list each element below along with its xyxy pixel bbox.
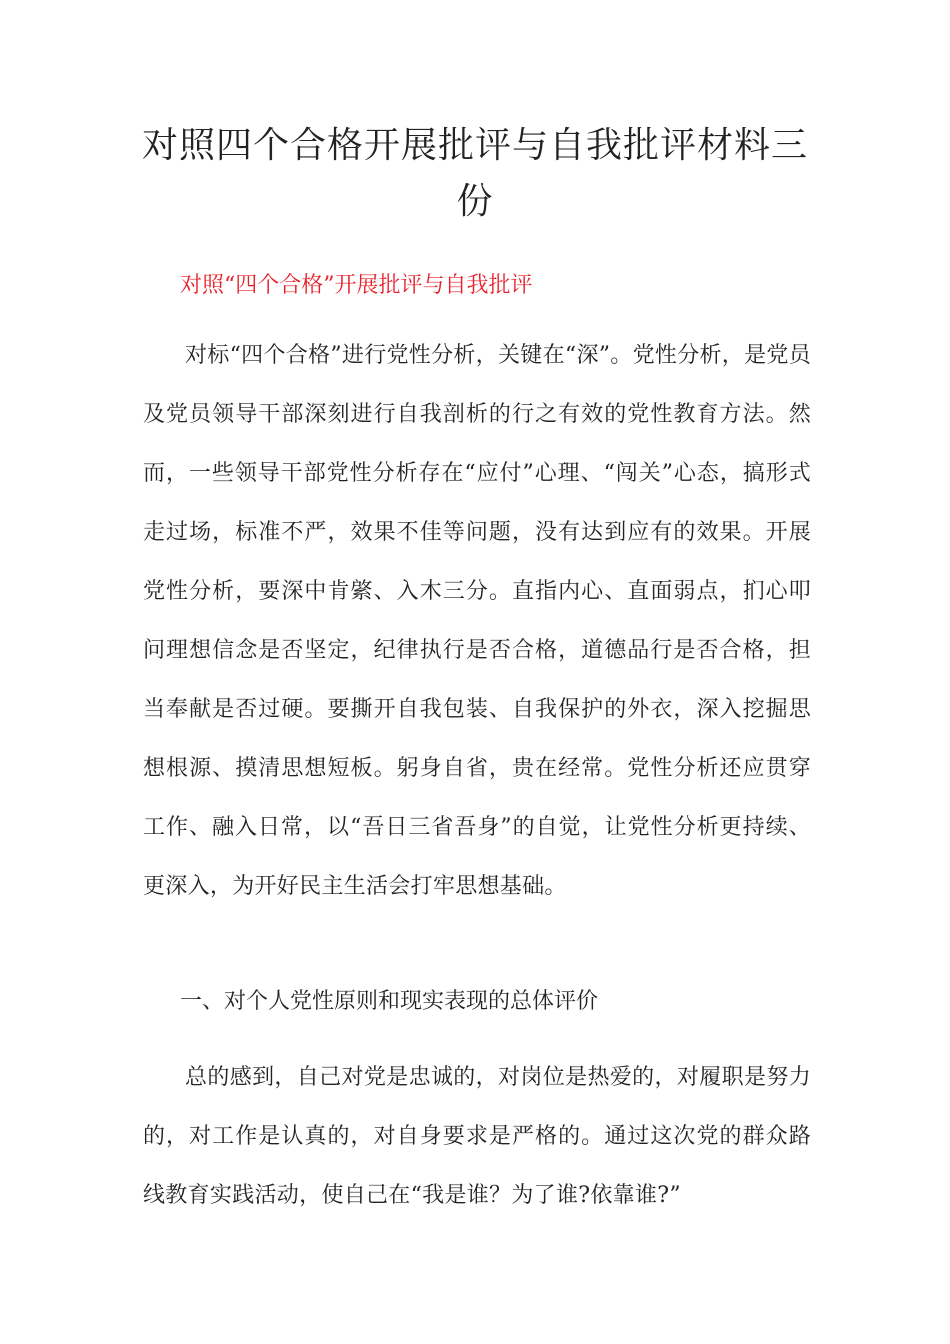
body-paragraph-1: 对标“四个合格”进行党性分析，关键在“深”。党性分析，是党员及党员领导干部深刻进行自我剖析的行之有效的党性教育方法。然而，一些领导干部党性分析存在“应付”心理、“闯关”心态，搞形式走过场，标准不严，效果不佳等问题，没有达到应有的效果。开展党性分析，要深中肯綮、入木三分。直指内心、直面弱点，扪心叩问理想信念是否坚定，纪律执行是否合格，道德品行是否合格，担当奉献是否过硬。要撕开自我包装、自我保护的外衣，深入挖掘思想根源、摸清思想短板。躬身自省，贵在经常。党性分析还应贯穿工作、融入日常，以“吾日三省吾身”的自觉，让党性分析更持续、更深入，为开好民主生活会打牢思想基础。 [143,343,811,899]
document-title: 对照四个合格开展批评与自我批评材料三份 [141,125,808,222]
document-subtitle: 对照“四个合格”开展批评与自我批评 [180,273,533,298]
body-paragraph-2: 总的感到，自己对党是忠诚的，对岗位是热爱的，对履职是努力的，对工作是认真的，对自身要求是严格的。通过这次党的群众路线教育实践活动，使自己在“我是谁？为了谁?依靠谁?” [143,1065,811,1208]
section-heading-1: 一、对个人党性原则和现实表现的总体评价 [180,989,599,1014]
